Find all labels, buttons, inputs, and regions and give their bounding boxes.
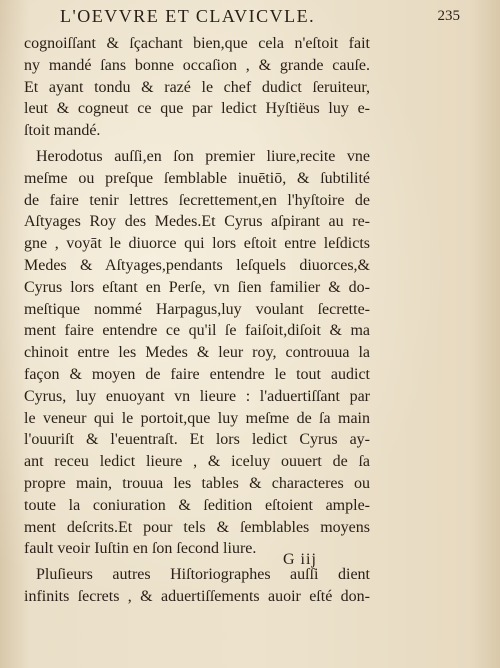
text-line: l'ouuriſt & l'euentraſt. Et lors ledict Cyrus ay- (24, 431, 370, 449)
text-line: chinoit entre les Medes & leur roy, controuua la (24, 344, 370, 362)
text-line: Pluſieurs autres Hiſtoriographes auſſi dient (36, 566, 370, 584)
text-line: fault veoir Iuſtin en ſon ſecond liure. (24, 540, 257, 558)
text-line: ment deſcrits.Et pour tels & ſemblables moyens (24, 518, 370, 536)
running-title: L'OEVVRE ET CLAVICVLE. (60, 6, 316, 26)
text-line: infinits ſecrets , & aduertiſſements auoir eſté don- (24, 587, 370, 605)
text-line: de faire tenir lettres ſecrettement,en l'hyſtoire de (24, 191, 370, 209)
text-line: ſtoit mandé. (24, 122, 101, 140)
text-line: cognoiſſant & ſçachant bien,que cela n'eſtoit fait (24, 35, 370, 52)
text-line: propre main, trouua les tables & characteres ou (24, 474, 370, 492)
text-line: toute la coniuration & ſedition eſtoient ample- (24, 496, 370, 514)
page-number: 235 (437, 8, 460, 24)
text-line: ant receu ledict lieure , & iceluy ouuert de ſa (24, 453, 370, 471)
text-line: façon & moyen de faire entendre le tout audict (24, 365, 370, 383)
text-line: gne , voyāt le diuorce qui lors eſtoit entre leſdicts (24, 235, 370, 253)
text-line: Aſtyages Roy des Medes.Et Cyrus aſpirant au re- (24, 213, 370, 231)
page-header (60, 6, 460, 30)
body-text (24, 33, 370, 608)
text-line: Herodotus auſſi,en ſon premier liure,recite vne (36, 147, 370, 165)
text-line: ny mandé ſans bonne occaſion , & grande cauſe. (24, 56, 370, 74)
text-line: ment faire entendre ce qu'il ſe faiſoit,diſoit & ma (24, 322, 370, 340)
text-line: Cyrus, luy enuoyant vn lieure : l'aduertiſſant par (24, 387, 370, 405)
text-line: Et ayant tondu & razé le chef dudict ſeruiteur, (24, 78, 370, 96)
text-line: Cyrus lors eſtant en Perſe, vn ſien familier & do- (24, 278, 370, 296)
text-line: meſtique nommé Harpagus,luy voulant ſecrette- (24, 300, 370, 318)
signature-mark: G iij (283, 551, 317, 568)
text-line: leut & cogneut ce que par ledict Hyſtiëus luy e- (24, 100, 370, 118)
text-line: meſme ou preſque ſemblable inuētiō, & ſubtilité (24, 169, 370, 187)
text-line: Medes & Aſtyages,pendants leſquels diuorces,& (24, 256, 370, 274)
text-line: le veneur qui le portoit,que luy meſme de ſa main (24, 409, 370, 427)
